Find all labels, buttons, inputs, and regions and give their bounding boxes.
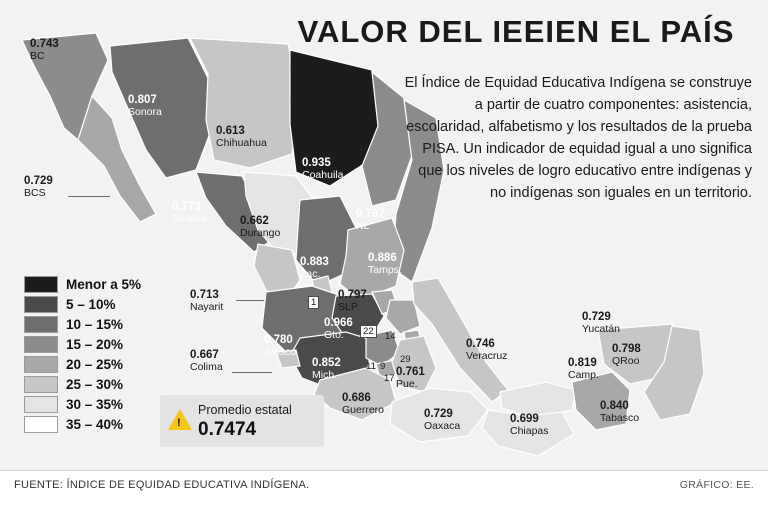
leader-line-nayarit bbox=[236, 300, 264, 301]
legend bbox=[24, 274, 170, 434]
legend-swatch bbox=[24, 416, 58, 433]
leader-line-colima bbox=[232, 372, 272, 373]
map-marker-17: 17 bbox=[384, 373, 395, 384]
state-label-chihuahua: 0.613 Chihuahua bbox=[216, 125, 267, 149]
state-label-puebla: 0.761 Pue. bbox=[396, 366, 425, 390]
legend-swatch bbox=[24, 276, 58, 293]
state-label-coahuila: 0.935 Coahuila bbox=[302, 157, 344, 181]
average-callout bbox=[160, 395, 324, 447]
state-label-quintana-roo: 0.798 QRoo bbox=[612, 343, 641, 367]
state-label-bc: 0.743 BC bbox=[30, 38, 59, 62]
state-label-tabasco: 0.840 Tabasco bbox=[600, 400, 640, 424]
warning-icon-mark: ! bbox=[177, 417, 181, 429]
legend-item bbox=[24, 294, 170, 314]
legend-label: 35 – 40% bbox=[66, 416, 124, 432]
state-label-durango: 0.662 Durango bbox=[240, 215, 281, 239]
state-label-zacatecas: 0.883 Zac. bbox=[300, 256, 329, 280]
leader-line-bcs bbox=[68, 196, 110, 197]
state-label-nayarit: 0.713 Nayarit bbox=[190, 289, 224, 313]
state-label-chiapas: 0.699 Chiapas bbox=[510, 413, 549, 437]
legend-swatch bbox=[24, 376, 58, 393]
state-label-slp: 0.797 SLP bbox=[338, 289, 367, 313]
map-marker-14: 14 bbox=[385, 331, 396, 342]
average-value: 0.7474 bbox=[198, 419, 257, 440]
state-label-oaxaca: 0.729 Oaxaca bbox=[424, 408, 461, 432]
legend-label: 5 – 10% bbox=[66, 296, 116, 312]
intro-text: El Índice de Equidad Educativa Indígena se construye a partir de cuatro componentes: asistencia, escolaridad, alfabetismo y los resultados de la prueba PISA. Un indicador de equidad igual a uno significa que los niveles de logro educativo entre indígenas y no indígenas son iguales en un territorio. bbox=[404, 75, 752, 202]
credit-text: GRÁFICO: EE. bbox=[679, 479, 754, 491]
legend-label: 25 – 30% bbox=[66, 376, 124, 392]
legend-label: 20 – 25% bbox=[66, 356, 124, 372]
legend-swatch bbox=[24, 296, 58, 313]
state-label-colima: 0.667 Colima bbox=[190, 349, 223, 373]
state-label-michoacan: 0.852 Mich. bbox=[312, 357, 341, 381]
legend-swatch bbox=[24, 356, 58, 373]
legend-item bbox=[24, 394, 170, 414]
map-marker-11: 11 bbox=[366, 361, 376, 372]
footer bbox=[0, 470, 768, 509]
map-marker-29: 29 bbox=[400, 354, 411, 365]
legend-label: 30 – 35% bbox=[66, 396, 124, 412]
legend-label: 10 – 15% bbox=[66, 316, 124, 332]
legend-item bbox=[24, 354, 170, 374]
page-title: VALOR DEL IEEIEN EL PAÍS bbox=[297, 14, 735, 49]
map-marker-1: 1 bbox=[308, 296, 319, 309]
legend-item bbox=[24, 414, 170, 434]
legend-swatch bbox=[24, 396, 58, 413]
average-label: Promedio estatal bbox=[198, 403, 292, 417]
state-label-guerrero: 0.686 Guerrero bbox=[342, 392, 385, 416]
state-label-campeche: 0.819 Camp. bbox=[568, 357, 599, 381]
state-label-guanajuato: 0.966 Gto. bbox=[324, 317, 353, 341]
state-label-sonora: 0.807 Sonora bbox=[128, 94, 162, 118]
legend-item bbox=[24, 314, 170, 334]
state-label-sinaloa: 0.773 Sinaloa bbox=[172, 201, 208, 225]
legend-label: Menor a 5% bbox=[66, 276, 142, 292]
legend-label: 15 – 20% bbox=[66, 336, 124, 352]
map-marker-9: 9 bbox=[380, 361, 386, 372]
legend-swatch bbox=[24, 336, 58, 353]
state-label-yucatan: 0.729 Yucatán bbox=[582, 311, 620, 335]
state-label-bcs: 0.729 BCS bbox=[24, 175, 53, 199]
state-label-veracruz: 0.746 Veracruz bbox=[466, 338, 508, 362]
map-marker-22: 22 bbox=[360, 325, 377, 338]
source-text: FUENTE: ÍNDICE DE EQUIDAD EDUCATIVA INDÍGENA. bbox=[14, 479, 310, 491]
legend-swatch bbox=[24, 316, 58, 333]
state-label-jalisco: 0.780 Jalisco bbox=[264, 334, 297, 358]
legend-item bbox=[24, 274, 170, 294]
state-label-tamaulipas: 0.886 Tamps. bbox=[368, 252, 402, 276]
legend-item bbox=[24, 334, 170, 354]
state-label-nuevo-leon: 0.797 NL bbox=[356, 208, 385, 232]
legend-item bbox=[24, 374, 170, 394]
